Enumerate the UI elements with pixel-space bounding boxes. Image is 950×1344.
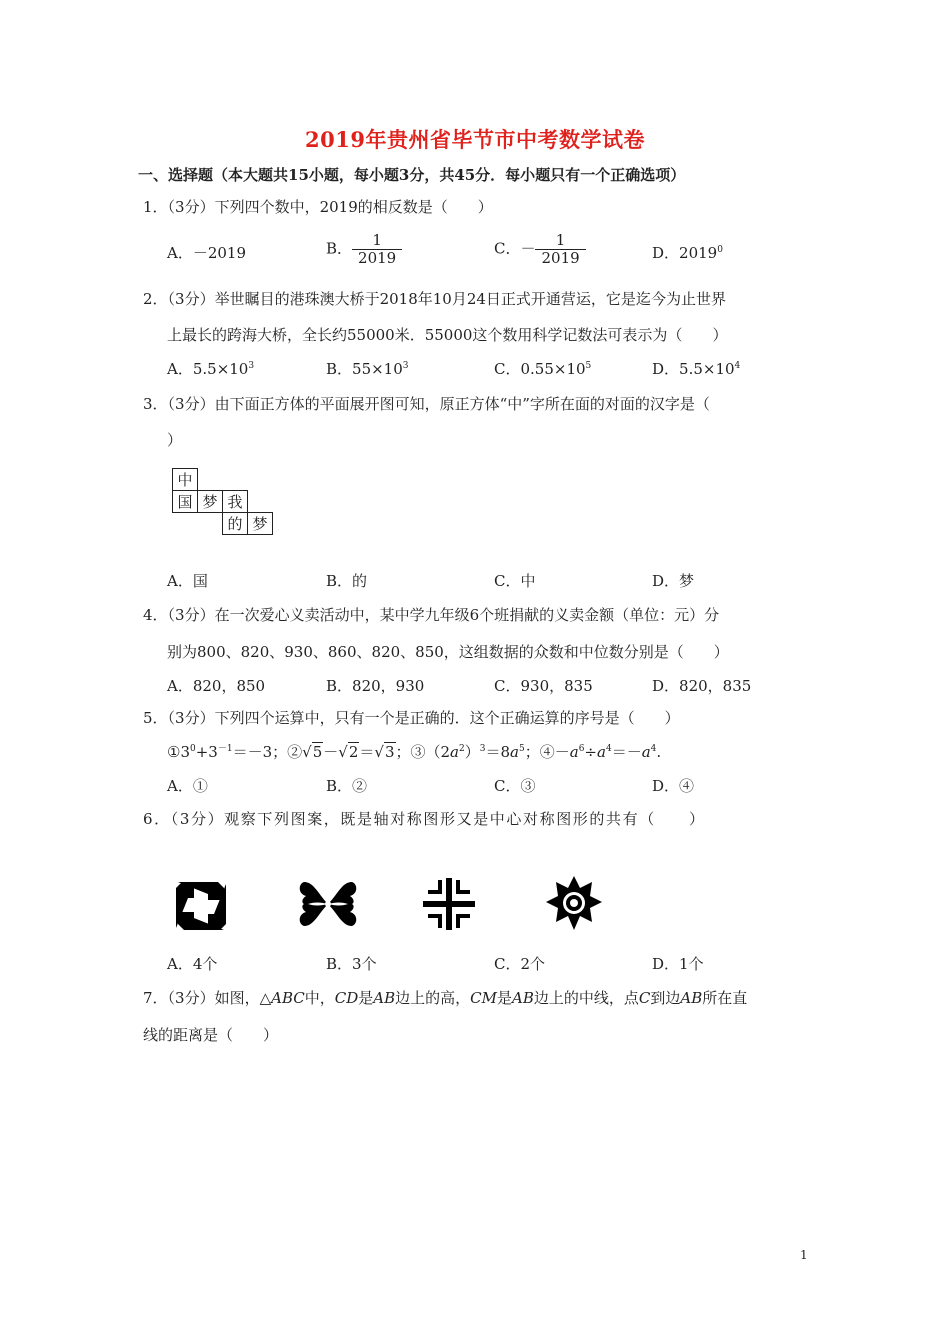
denominator: 2019 [535, 249, 585, 267]
exponent: 3 [402, 361, 409, 371]
q4-option-a: A．820，850 [167, 677, 266, 695]
net-cell: 国 [173, 491, 198, 513]
exponent: 4 [605, 744, 612, 754]
text: 边上的中线，点 [533, 989, 639, 1007]
expr-text: +3 [195, 743, 218, 761]
radicand: 5 [312, 743, 323, 761]
q1-option-a: A．－2019 [167, 244, 247, 262]
text: 到边 [650, 989, 681, 1007]
variable: ABC [271, 989, 305, 1007]
radicand: 2 [348, 743, 359, 761]
fraction [352, 232, 402, 267]
option-label: C．－ [494, 239, 536, 258]
exponent: 4 [734, 361, 741, 371]
expr-text: ①3 [167, 743, 190, 761]
question-3-line-1: 3．（3分）由下面正方体的平面展开图可知，原正方体“中”字所在面的对面的汉字是（ [143, 395, 710, 413]
q2-option-c [494, 358, 591, 379]
q6-option-a: A．4个 [167, 955, 218, 973]
radicand: 3 [384, 743, 395, 761]
pattern-1-figure [172, 878, 230, 934]
page-number: 1 [800, 1248, 808, 1262]
q6-option-c: C．2个 [494, 955, 546, 973]
exponent: 3 [248, 361, 255, 371]
variable: CM [470, 989, 498, 1007]
q6-option-d: D．1个 [652, 955, 704, 973]
expr-text: ÷ [584, 743, 597, 761]
exponent: 6 [578, 744, 585, 754]
net-cell: 的 [223, 513, 248, 535]
pattern-2-figure [296, 876, 360, 932]
q4-option-b: B．820，930 [326, 677, 425, 695]
variable: a [569, 743, 579, 761]
question-2-line-2: 上最长的跨海大桥，全长约55000米．55000这个数用科学记数法可表示为（ ） [167, 326, 728, 344]
question-5-expressions [167, 741, 661, 762]
question-4-line-2: 别为800、820、930、860、820、850，这组数据的众数和中位数分别是（ ） [167, 643, 729, 661]
exponent: 5 [585, 361, 592, 371]
q5-option-a: A．① [167, 777, 208, 795]
q5-option-b: B．② [326, 777, 368, 795]
q4-option-c: C．930，835 [494, 677, 593, 695]
radical-sign: √ [338, 743, 348, 761]
variable: a [450, 743, 459, 761]
expr-text: ＝－3；② [232, 743, 303, 761]
pattern-4-figure [544, 874, 604, 934]
section-heading: 一、选择题（本大题共15小题，每小题3分，共45分．每小题只有一个正确选项） [138, 166, 686, 184]
denominator: 2019 [352, 249, 402, 267]
q4-option-d: D．820，835 [652, 677, 752, 695]
q1-option-d [652, 242, 723, 263]
variable: C [638, 989, 651, 1007]
q2-option-a [167, 358, 254, 379]
fraction [535, 232, 585, 267]
question-7-line-1 [143, 987, 747, 1008]
variable: CD [334, 989, 359, 1007]
q1-option-c [494, 232, 586, 267]
q3-option-d: D．梦 [652, 572, 695, 590]
text: 中， [304, 989, 335, 1007]
text: 边上的高， [395, 989, 471, 1007]
q1-option-b [326, 232, 402, 267]
variable: a [597, 743, 606, 761]
cube-net-figure [172, 468, 273, 535]
numerator: 1 [555, 231, 566, 249]
question-7-line-2: 线的距离是（ ） [143, 1026, 279, 1044]
question-4-line-1: 4．（3分）在一次爱心义卖活动中，某中学九年级6个班捐献的义卖金额（单位：元）分 [143, 606, 720, 624]
net-cell: 中 [173, 469, 198, 491]
variable: a [510, 743, 519, 761]
pattern-3-figure [420, 876, 478, 932]
text: 所在直 [702, 989, 748, 1007]
question-2-line-1: 2．（3分）举世瞩目的港珠澳大桥于2018年10月24日正式开通营运，它是迄今为止世界 [143, 290, 726, 308]
exponent: 0 [190, 744, 196, 754]
q3-option-c: C．中 [494, 572, 536, 590]
question-1-stem: 1．（3分）下列四个数中，2019的相反数是（ ） [143, 198, 493, 216]
option-text: D．2019 [652, 244, 718, 262]
option-text: D．5.5×10 [652, 360, 735, 378]
q2-option-b [326, 358, 409, 379]
question-3-line-2: ） [167, 431, 183, 449]
option-text: C．0.55×10 [494, 360, 586, 378]
variable: AB [512, 989, 534, 1007]
expr-text: ；③（2 [395, 743, 451, 761]
exponent: 2 [459, 744, 465, 754]
option-label: B． [326, 239, 353, 258]
q3-option-a: A．国 [167, 572, 208, 590]
page-title: 2019年贵州省毕节市中考数学试卷 [305, 127, 645, 152]
exponent: 4 [650, 744, 657, 754]
exponent: 3 [479, 744, 486, 754]
exponent: 5 [518, 744, 525, 754]
radical-sign: √ [374, 743, 384, 761]
q5-option-d: D．④ [652, 777, 695, 795]
expr-text: . [656, 743, 662, 761]
exponent: －1 [217, 744, 233, 754]
q5-option-c: C．③ [494, 777, 536, 795]
expr-text: ＝ [359, 743, 375, 761]
variable: a [641, 743, 651, 761]
question-5-stem: 5．（3分）下列四个运算中，只有一个是正确的．这个正确运算的序号是（ ） [143, 709, 680, 727]
expr-text: － [323, 743, 339, 761]
exponent: 0 [717, 245, 723, 255]
q6-option-b: B．3个 [326, 955, 377, 973]
text: 7．（3分）如图，△ [143, 989, 272, 1007]
text: 是 [358, 989, 374, 1007]
expr-text: ＝－ [611, 743, 642, 761]
numerator: 1 [372, 231, 382, 249]
variable: AB [680, 989, 703, 1007]
variable: AB [373, 989, 396, 1007]
net-cell: 梦 [198, 491, 223, 513]
q2-option-d [652, 358, 740, 379]
q3-option-b: B．的 [326, 572, 368, 590]
net-cell: 梦 [248, 513, 273, 535]
expr-text: ；④－ [524, 743, 570, 761]
expr-text: ） [464, 743, 480, 761]
radical-sign: √ [302, 743, 312, 761]
option-text: B．55×10 [326, 360, 403, 378]
option-text: A．5.5×10 [167, 360, 249, 378]
question-6-stem: 6．（3分）观察下列图案，既是轴对称图形又是中心对称图形的共有（ ） [143, 810, 706, 828]
expr-text: ＝8 [485, 743, 511, 761]
text: 是 [497, 989, 513, 1007]
net-cell: 我 [223, 491, 248, 513]
